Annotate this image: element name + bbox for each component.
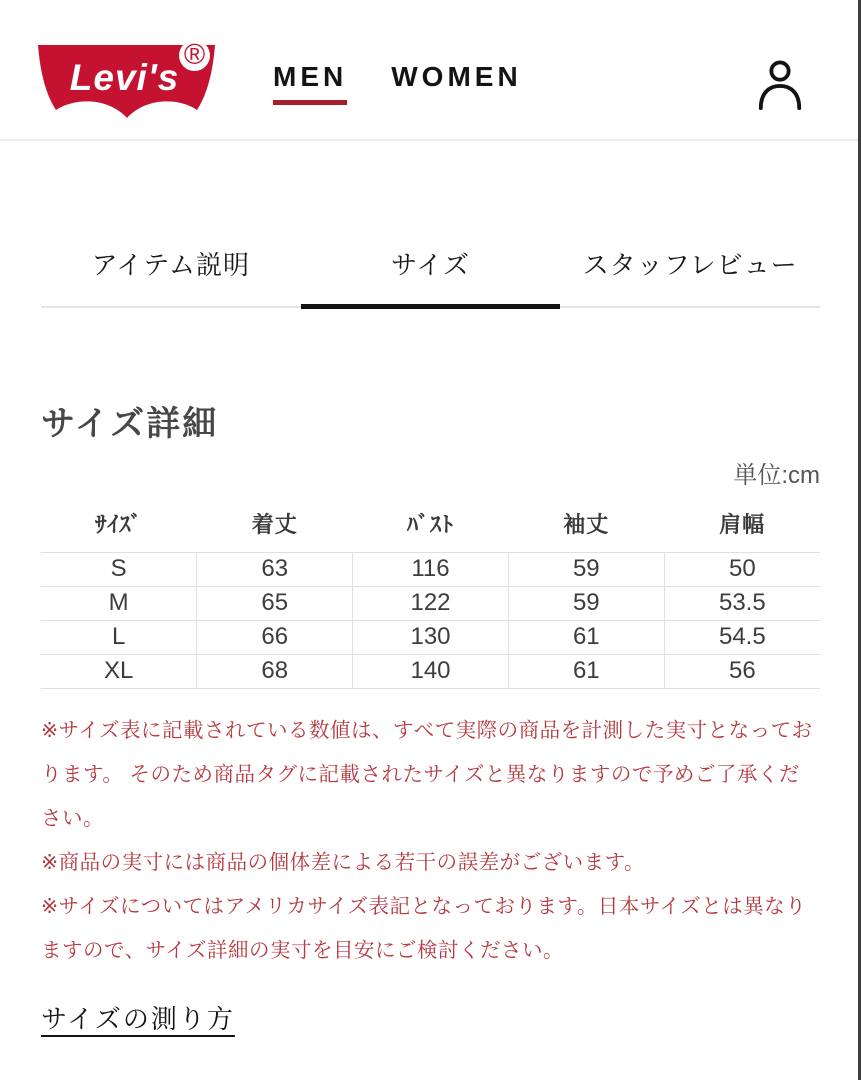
size-row-l	[41, 621, 820, 655]
size-detail-title: サイズ詳細	[41, 405, 219, 443]
unit-label: 単位:cm	[733, 462, 820, 489]
size-cell: 68	[197, 655, 353, 689]
size-measure-link[interactable]: サイズの測り方	[41, 1004, 235, 1034]
size-cell: S	[41, 553, 197, 587]
size-cell: 65	[197, 587, 353, 621]
col-header-size: ｻｲｽﾞ	[95, 512, 143, 537]
tab-size[interactable]: サイズ	[301, 241, 561, 306]
size-note: ※サイズについてはアメリカサイズ表記となっております。日本サイズとは異なりますので、サイズ詳細の実寸を目安にご検討ください。	[41, 895, 807, 962]
nav-men[interactable]: MEN	[273, 62, 347, 105]
col-header-bust: ﾊﾞｽﾄ	[406, 512, 454, 537]
levis-logo[interactable]	[38, 39, 215, 118]
size-cell: 56	[664, 655, 820, 689]
size-row-xl	[41, 655, 820, 689]
col-header-shoulder: 肩幅	[719, 512, 766, 537]
size-cell: 59	[508, 553, 664, 587]
tab-item-description[interactable]: アイテム説明	[91, 250, 251, 280]
size-row-s	[41, 553, 820, 587]
size-note: ※商品の実寸には商品の個体差による若干の誤差がございます。	[41, 851, 646, 874]
product-tabs	[41, 241, 820, 308]
registered-trademark-icon: ®	[179, 40, 210, 71]
size-cell: 122	[353, 587, 509, 621]
col-header-length: 着丈	[251, 512, 298, 537]
size-cell: 61	[508, 621, 664, 655]
account-button[interactable]	[755, 60, 805, 110]
size-cell: 50	[664, 553, 820, 587]
size-cell: 116	[353, 553, 509, 587]
size-cell: L	[41, 621, 197, 655]
col-header-sleeve: 袖丈	[563, 512, 610, 537]
site-header	[0, 0, 861, 141]
size-cell: 130	[353, 621, 509, 655]
size-table	[41, 504, 820, 689]
tab-staff-review[interactable]: スタッフレビュー	[582, 250, 798, 280]
size-table-header-row	[41, 504, 820, 553]
nav-women[interactable]: WOMEN	[391, 61, 522, 92]
gender-nav	[273, 62, 522, 105]
size-cell: 54.5	[664, 621, 820, 655]
size-cell: XL	[41, 655, 197, 689]
size-cell: 63	[197, 553, 353, 587]
size-cell: 59	[508, 587, 664, 621]
size-cell: 53.5	[664, 587, 820, 621]
size-notes	[41, 709, 820, 973]
person-icon	[755, 60, 805, 110]
size-note: ※サイズ表に記載されている数値は、すべて実際の商品を計測した実寸となっております。 そのため商品タグに記載されたサイズと異なりますので予めご了承ください。	[41, 719, 813, 830]
size-cell: 61	[508, 655, 664, 689]
size-row-m	[41, 587, 820, 621]
size-cell: 140	[353, 655, 509, 689]
size-cell: 66	[197, 621, 353, 655]
levis-wordmark: Levi's	[69, 57, 180, 98]
main-content	[0, 241, 861, 1036]
size-cell: M	[41, 587, 197, 621]
